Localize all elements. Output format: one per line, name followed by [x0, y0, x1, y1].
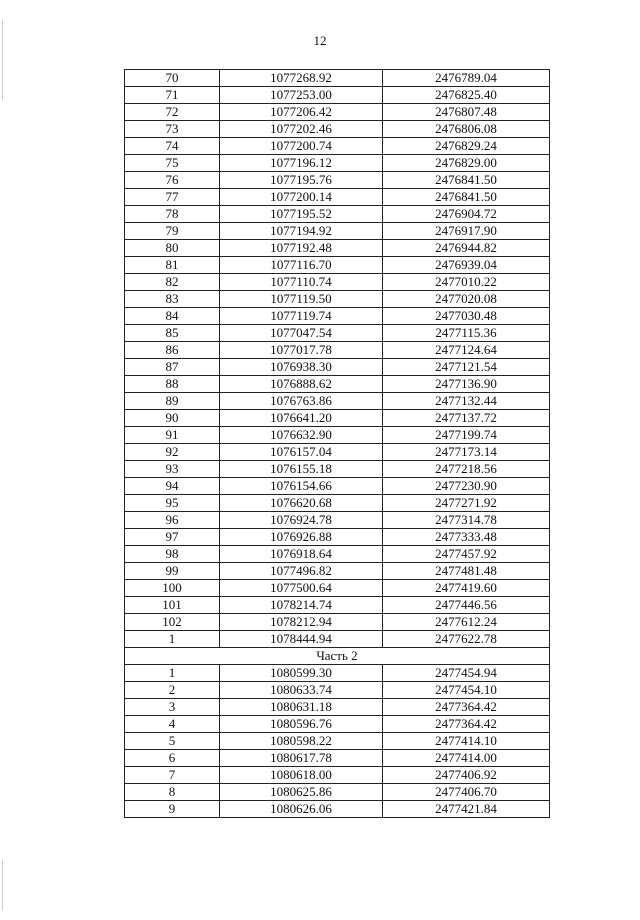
y-coordinate-cell: 2477414.10 [383, 733, 550, 750]
scan-edge-mark [2, 860, 3, 910]
table-row [125, 444, 550, 461]
y-coordinate-cell: 2476841.50 [383, 189, 550, 206]
point-number-cell: 70 [125, 70, 220, 87]
table-row [125, 750, 550, 767]
table-row [125, 223, 550, 240]
point-number-cell: 78 [125, 206, 220, 223]
table-row [125, 716, 550, 733]
y-coordinate-cell: 2477419.60 [383, 580, 550, 597]
point-number-cell: 79 [125, 223, 220, 240]
point-number-cell: 2 [125, 682, 220, 699]
y-coordinate-cell: 2477364.42 [383, 716, 550, 733]
table-row [125, 784, 550, 801]
table-row [125, 87, 550, 104]
x-coordinate-cell: 1076938.30 [220, 359, 383, 376]
y-coordinate-cell: 2477333.48 [383, 529, 550, 546]
y-coordinate-cell: 2477364.42 [383, 699, 550, 716]
x-coordinate-cell: 1078214.74 [220, 597, 383, 614]
y-coordinate-cell: 2477446.56 [383, 597, 550, 614]
x-coordinate-cell: 1076926.88 [220, 529, 383, 546]
x-coordinate-cell: 1077116.70 [220, 257, 383, 274]
coordinates-table [124, 69, 550, 818]
y-coordinate-cell: 2477406.92 [383, 767, 550, 784]
point-number-cell: 94 [125, 478, 220, 495]
x-coordinate-cell: 1077206.42 [220, 104, 383, 121]
point-number-cell: 4 [125, 716, 220, 733]
table-row [125, 257, 550, 274]
y-coordinate-cell: 2477132.44 [383, 393, 550, 410]
x-coordinate-cell: 1080598.22 [220, 733, 383, 750]
y-coordinate-cell: 2477124.64 [383, 342, 550, 359]
x-coordinate-cell: 1076924.78 [220, 512, 383, 529]
y-coordinate-cell: 2476829.00 [383, 155, 550, 172]
y-coordinate-cell: 2477314.78 [383, 512, 550, 529]
x-coordinate-cell: 1077047.54 [220, 325, 383, 342]
x-coordinate-cell: 1080617.78 [220, 750, 383, 767]
point-number-cell: 75 [125, 155, 220, 172]
x-coordinate-cell: 1076888.62 [220, 376, 383, 393]
point-number-cell: 92 [125, 444, 220, 461]
point-number-cell: 83 [125, 291, 220, 308]
table-row [125, 359, 550, 376]
point-number-cell: 7 [125, 767, 220, 784]
y-coordinate-cell: 2476806.08 [383, 121, 550, 138]
point-number-cell: 90 [125, 410, 220, 427]
point-number-cell: 98 [125, 546, 220, 563]
x-coordinate-cell: 1076157.04 [220, 444, 383, 461]
table-row [125, 274, 550, 291]
point-number-cell: 72 [125, 104, 220, 121]
point-number-cell: 102 [125, 614, 220, 631]
table-row [125, 580, 550, 597]
point-number-cell: 82 [125, 274, 220, 291]
y-coordinate-cell: 2477199.74 [383, 427, 550, 444]
x-coordinate-cell: 1077268.92 [220, 70, 383, 87]
table-row [125, 155, 550, 172]
table-row [125, 240, 550, 257]
y-coordinate-cell: 2477622.78 [383, 631, 550, 648]
x-coordinate-cell: 1077500.64 [220, 580, 383, 597]
x-coordinate-cell: 1077200.74 [220, 138, 383, 155]
point-number-cell: 85 [125, 325, 220, 342]
point-number-cell: 74 [125, 138, 220, 155]
table-row [125, 631, 550, 648]
x-coordinate-cell: 1080625.86 [220, 784, 383, 801]
section-heading: Часть 2 [125, 648, 550, 665]
x-coordinate-cell: 1076763.86 [220, 393, 383, 410]
point-number-cell: 76 [125, 172, 220, 189]
table-row [125, 376, 550, 393]
point-number-cell: 3 [125, 699, 220, 716]
point-number-cell: 77 [125, 189, 220, 206]
y-coordinate-cell: 2477414.00 [383, 750, 550, 767]
point-number-cell: 100 [125, 580, 220, 597]
table-row [125, 410, 550, 427]
y-coordinate-cell: 2476904.72 [383, 206, 550, 223]
x-coordinate-cell: 1076632.90 [220, 427, 383, 444]
point-number-cell: 84 [125, 308, 220, 325]
point-number-cell: 96 [125, 512, 220, 529]
point-number-cell: 95 [125, 495, 220, 512]
y-coordinate-cell: 2476944.82 [383, 240, 550, 257]
table-row [125, 801, 550, 818]
x-coordinate-cell: 1080631.18 [220, 699, 383, 716]
table-row [125, 189, 550, 206]
x-coordinate-cell: 1077194.92 [220, 223, 383, 240]
point-number-cell: 101 [125, 597, 220, 614]
y-coordinate-cell: 2477218.56 [383, 461, 550, 478]
x-coordinate-cell: 1078212.94 [220, 614, 383, 631]
table-row [125, 342, 550, 359]
point-number-cell: 5 [125, 733, 220, 750]
x-coordinate-cell: 1077200.14 [220, 189, 383, 206]
y-coordinate-cell: 2477612.24 [383, 614, 550, 631]
x-coordinate-cell: 1077017.78 [220, 342, 383, 359]
y-coordinate-cell: 2477481.48 [383, 563, 550, 580]
scan-edge-mark [2, 20, 3, 100]
x-coordinate-cell: 1080599.30 [220, 665, 383, 682]
page-number: 12 [313, 33, 327, 48]
table-row [125, 478, 550, 495]
point-number-cell: 97 [125, 529, 220, 546]
x-coordinate-cell: 1077202.46 [220, 121, 383, 138]
point-number-cell: 81 [125, 257, 220, 274]
y-coordinate-cell: 2477406.70 [383, 784, 550, 801]
table-row [125, 682, 550, 699]
table-row [125, 206, 550, 223]
table-row [125, 138, 550, 155]
table-row [125, 427, 550, 444]
x-coordinate-cell: 1077110.74 [220, 274, 383, 291]
point-number-cell: 89 [125, 393, 220, 410]
x-coordinate-cell: 1077496.82 [220, 563, 383, 580]
y-coordinate-cell: 2476829.24 [383, 138, 550, 155]
point-number-cell: 71 [125, 87, 220, 104]
table-row [125, 393, 550, 410]
y-coordinate-cell: 2477115.36 [383, 325, 550, 342]
point-number-cell: 8 [125, 784, 220, 801]
x-coordinate-cell: 1078444.94 [220, 631, 383, 648]
y-coordinate-cell: 2477454.10 [383, 682, 550, 699]
table-row [125, 172, 550, 189]
point-number-cell: 86 [125, 342, 220, 359]
point-number-cell: 93 [125, 461, 220, 478]
x-coordinate-cell: 1077253.00 [220, 87, 383, 104]
y-coordinate-cell: 2477020.08 [383, 291, 550, 308]
y-coordinate-cell: 2477137.72 [383, 410, 550, 427]
x-coordinate-cell: 1080633.74 [220, 682, 383, 699]
table-row [125, 495, 550, 512]
y-coordinate-cell: 2476807.48 [383, 104, 550, 121]
y-coordinate-cell: 2476939.04 [383, 257, 550, 274]
table-row [125, 325, 550, 342]
point-number-cell: 88 [125, 376, 220, 393]
point-number-cell: 1 [125, 631, 220, 648]
table-row [125, 597, 550, 614]
table-row [125, 291, 550, 308]
y-coordinate-cell: 2476789.04 [383, 70, 550, 87]
table-row [125, 461, 550, 478]
y-coordinate-cell: 2477030.48 [383, 308, 550, 325]
table-row [125, 529, 550, 546]
table-row [125, 104, 550, 121]
y-coordinate-cell: 2477173.14 [383, 444, 550, 461]
x-coordinate-cell: 1080596.76 [220, 716, 383, 733]
table-row [125, 70, 550, 87]
x-coordinate-cell: 1077192.48 [220, 240, 383, 257]
y-coordinate-cell: 2476917.90 [383, 223, 550, 240]
y-coordinate-cell: 2477230.90 [383, 478, 550, 495]
x-coordinate-cell: 1077195.52 [220, 206, 383, 223]
y-coordinate-cell: 2477454.94 [383, 665, 550, 682]
table-row [125, 614, 550, 631]
y-coordinate-cell: 2477136.90 [383, 376, 550, 393]
x-coordinate-cell: 1076155.18 [220, 461, 383, 478]
table-row [125, 512, 550, 529]
table-row [125, 308, 550, 325]
coordinates-table-body [125, 70, 550, 818]
table-row [125, 699, 550, 716]
table-row [125, 665, 550, 682]
x-coordinate-cell: 1076154.66 [220, 478, 383, 495]
x-coordinate-cell: 1077196.12 [220, 155, 383, 172]
point-number-cell: 73 [125, 121, 220, 138]
table-row [125, 546, 550, 563]
y-coordinate-cell: 2477010.22 [383, 274, 550, 291]
x-coordinate-cell: 1076918.64 [220, 546, 383, 563]
point-number-cell: 80 [125, 240, 220, 257]
point-number-cell: 87 [125, 359, 220, 376]
y-coordinate-cell: 2476825.40 [383, 87, 550, 104]
y-coordinate-cell: 2476841.50 [383, 172, 550, 189]
table-row [125, 121, 550, 138]
point-number-cell: 9 [125, 801, 220, 818]
x-coordinate-cell: 1080618.00 [220, 767, 383, 784]
point-number-cell: 91 [125, 427, 220, 444]
section-heading-row [125, 648, 550, 665]
point-number-cell: 6 [125, 750, 220, 767]
x-coordinate-cell: 1076620.68 [220, 495, 383, 512]
y-coordinate-cell: 2477421.84 [383, 801, 550, 818]
y-coordinate-cell: 2477271.92 [383, 495, 550, 512]
table-row [125, 733, 550, 750]
x-coordinate-cell: 1077119.50 [220, 291, 383, 308]
x-coordinate-cell: 1077119.74 [220, 308, 383, 325]
x-coordinate-cell: 1077195.76 [220, 172, 383, 189]
point-number-cell: 99 [125, 563, 220, 580]
y-coordinate-cell: 2477457.92 [383, 546, 550, 563]
y-coordinate-cell: 2477121.54 [383, 359, 550, 376]
x-coordinate-cell: 1080626.06 [220, 801, 383, 818]
point-number-cell: 1 [125, 665, 220, 682]
x-coordinate-cell: 1076641.20 [220, 410, 383, 427]
table-row [125, 767, 550, 784]
table-row [125, 563, 550, 580]
